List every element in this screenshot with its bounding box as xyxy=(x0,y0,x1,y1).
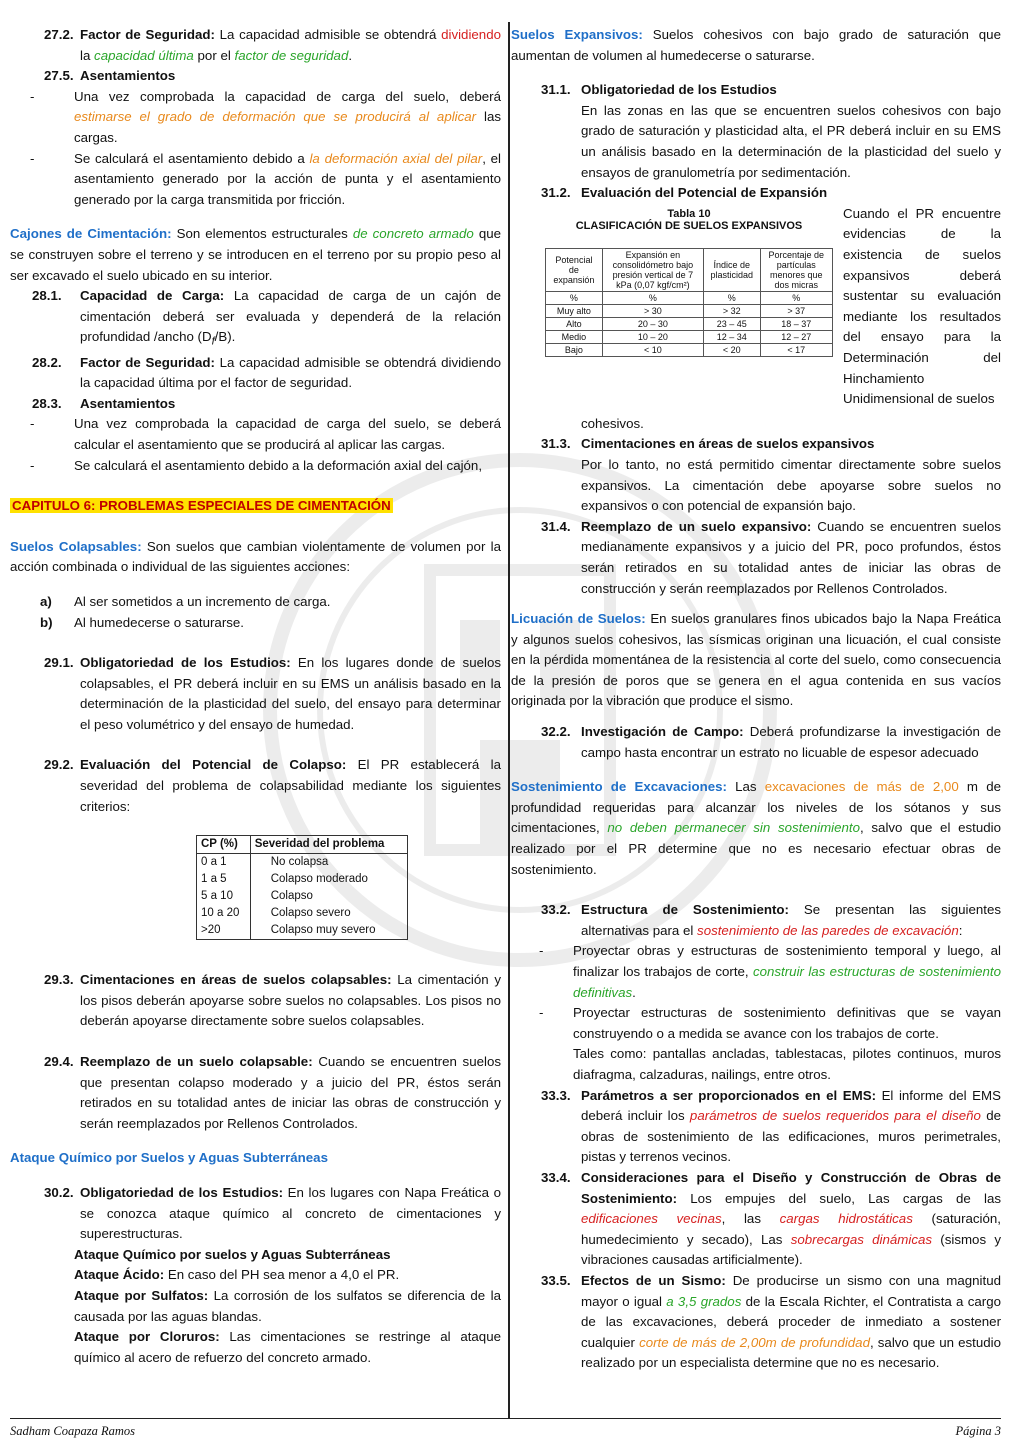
expansion-block xyxy=(511,204,1001,414)
bold-label: Ataque Ácido: xyxy=(74,1267,165,1283)
table-header: Expansión en consolidómetro bajo presión vertical de 7 kPa (0,07 kgf/cm²) xyxy=(602,248,703,291)
orange-text: estimarse el grado de deformación que se producirá al aplicar xyxy=(74,109,477,125)
text: Deberá profundizarse la investigación de campo hasta encontrar un estrato no licuable de espesor adecuado xyxy=(581,724,1002,760)
section-number: 33.5. xyxy=(541,1272,571,1288)
table-cell: 12 – 34 xyxy=(703,330,760,343)
table-cell: > 30 xyxy=(602,304,703,317)
text: La corrosión de los sulfatos se diferencia de la causada por las aguas blandas. xyxy=(74,1287,501,1324)
text: Los empujes del suelo, Las cargas de las xyxy=(677,1190,1001,1206)
section-title: Asentamientos xyxy=(80,68,176,84)
list-marker: b) xyxy=(40,614,53,630)
heading-ataque: Ataque Químico por Suelos y Aguas Subterráneas xyxy=(10,1150,328,1166)
ataque-sulfatos xyxy=(74,1286,501,1327)
table-unit: % xyxy=(703,291,760,304)
list-marker: a) xyxy=(40,593,52,609)
section-title: Consideraciones para el Diseño y Construcción de Obras de Sostenimiento: xyxy=(581,1169,1001,1206)
text: De producirse un sismo con una magnitud mayor o igual xyxy=(581,1272,1001,1309)
ataque-subitems xyxy=(10,1245,501,1369)
section-title: Cimentaciones en áreas de suelos expansivos xyxy=(581,436,875,452)
table-cell: Alto xyxy=(546,317,603,330)
expansivos-paragraph xyxy=(511,25,1001,66)
section-number: 28.1. xyxy=(32,288,62,304)
section-number: 27.2. xyxy=(44,27,74,42)
section-number: 31.2. xyxy=(541,185,571,201)
dash-bullet: - xyxy=(30,457,35,473)
table-row xyxy=(197,871,408,888)
column-divider xyxy=(508,22,510,1418)
colapso-table xyxy=(196,835,408,940)
table-cell: 20 – 30 xyxy=(602,317,703,330)
orange-text: la deformación axial del pilar xyxy=(309,150,483,166)
severity-cell: Colapso xyxy=(270,890,313,903)
colapso-table-wrapper xyxy=(196,835,501,940)
text: (saturación, humedecimiento y secado), Las xyxy=(581,1211,1001,1247)
table-cell: Medio xyxy=(546,330,603,343)
section-number: 31.4. xyxy=(541,518,571,534)
section-33-4 xyxy=(511,1168,1001,1271)
left-column xyxy=(10,25,501,1368)
red-text: dividiendo xyxy=(441,27,501,42)
section-33-3 xyxy=(511,1086,1001,1168)
section-31-1 xyxy=(511,80,1001,101)
dash-bullet: - xyxy=(539,943,544,959)
text: (sismos y vibraciones causadas artificialmente). xyxy=(581,1231,1002,1268)
text: Proyectar estructuras de sostenimiento definitivas que se vayan construyendo o a medida se avance con los trabajos de corte. xyxy=(573,1005,1001,1041)
section-29-1 xyxy=(10,653,501,735)
section-title: Evaluación del Potencial de Expansión xyxy=(581,185,828,201)
ataque-acido xyxy=(74,1265,501,1286)
text: , salvo que el estudio realizado por el PR determine que no es necesario efectuar obras de sostenimiento. xyxy=(511,820,1001,877)
table-cell: 23 – 45 xyxy=(703,317,760,330)
section-number: 30.2. xyxy=(44,1185,74,1200)
text: que se construyen sobre el terreno y se introducen en el terreno por su propio peso al ser excavado el suelo ubicado en su interior. xyxy=(10,226,502,283)
green-text: factor de seguridad xyxy=(234,47,349,63)
section-number: 29.3. xyxy=(44,972,74,988)
table-row xyxy=(546,343,833,356)
section-number: 32.2. xyxy=(541,724,571,740)
dash-bullet: - xyxy=(30,150,35,166)
table-cell: 18 – 37 xyxy=(760,317,832,330)
green-text: de concreto armado xyxy=(352,226,474,242)
table-row xyxy=(197,922,408,940)
section-title: Evaluación del Potencial de Colapso: xyxy=(80,757,347,773)
text: En las zonas en las que se encuentren suelos cohesivos con bajo grado de saturación y plasticidad alta, el PR deberá incluir en su EMS un análisis basado en la determinación de la plasticidad del suelo y ensayos de granulometría por sedimentación. xyxy=(581,102,1001,180)
text: Al ser sometidos a un incremento de carga. xyxy=(74,593,331,609)
text: El PR establecerá la severidad del problema de colapsabilidad mediante los siguientes criterios: xyxy=(80,757,501,814)
text: Cuando se encuentren suelos medianamente expansivos y a juicio del PR, poco profundos, éstos serán retirados en su totalidad antes de iniciar las obras de construcción y serán reemplazados por Rellenos Controlados. xyxy=(581,518,1001,596)
section-title: Obligatoriedad de los Estudios: xyxy=(80,1185,284,1200)
section-title: Cimentaciones en áreas de suelos colapsables: xyxy=(80,972,392,988)
tabla-10 xyxy=(545,208,833,357)
text: Son suelos que cambian violentamente de volumen por la acción combinada o individual de las siguientes acciones: xyxy=(10,538,501,575)
text: Cuando se encuentren suelos que presentan colapso moderado y a juicio del PR, éstos serán retirados en su totalidad antes de iniciar las obras de construcción y serán reemplazados por Rellenos Controlados. xyxy=(80,1054,501,1131)
list-item-a xyxy=(10,592,501,613)
section-27-2 xyxy=(10,25,501,66)
section-title: Obligatoriedad de los Estudios: xyxy=(80,655,291,671)
section-31-1-text xyxy=(511,101,1001,183)
text: Tales como: pantallas ancladas, tablestacas, pilotes continuos, muros diafragma, calzaduras, nailings, entre otros. xyxy=(573,1046,1001,1082)
licuacion-paragraph xyxy=(511,609,1001,712)
table-cell: > 37 xyxy=(760,304,832,317)
text: La capacidad admisible se obtendrá dividiendo la capacidad última por el factor de seguridad. xyxy=(80,354,501,391)
section-number: 29.1. xyxy=(44,655,74,671)
red-text: parámetros de suelos requeridos para el diseño xyxy=(689,1108,981,1124)
text: Al humedecerse o saturarse. xyxy=(74,614,244,630)
text: /B). xyxy=(214,329,236,345)
text: , el asentamiento generado por la acción de punta y el asentamiento generado por la carga transmitida por fricción. xyxy=(74,150,501,207)
table-cell: < 10 xyxy=(602,343,703,356)
section-27-5 xyxy=(10,66,501,87)
green-text: construir las estructuras de sostenimiento definitivas xyxy=(573,964,1001,1000)
table-subtitle: CLASIFICACIÓN DE SUELOS EXPANSIVOS xyxy=(575,219,803,232)
heading-expansivos: Suelos Expansivos: xyxy=(511,27,643,42)
table-row xyxy=(197,905,408,922)
table-unit: % xyxy=(546,291,603,304)
table-header: Porcentaje de partículas menores que dos micras xyxy=(760,248,832,291)
table-cell: < 17 xyxy=(760,343,832,356)
section-28-1 xyxy=(10,286,501,352)
section-33-5 xyxy=(511,1271,1001,1374)
text: Se calculará el asentamiento debido a la deformación axial del cajón, xyxy=(74,457,483,473)
text: La capacidad admisible se obtendrá xyxy=(214,27,442,42)
chapter-title: CAPITULO 6: PROBLEMAS ESPECIALES DE CIMENTACIÓN xyxy=(12,498,391,514)
section-title: Parámetros a ser proporcionados en el EMS: xyxy=(581,1087,876,1103)
section-title: Efectos de un Sismo: xyxy=(581,1272,726,1288)
table-row xyxy=(546,304,833,317)
table-row xyxy=(197,854,408,872)
section-28-2 xyxy=(10,353,501,394)
dash-bullet: - xyxy=(30,416,35,432)
section-29-4 xyxy=(10,1052,501,1134)
section-31-2-text xyxy=(843,204,1001,410)
green-text: no deben permanecer sin sostenimiento xyxy=(607,820,860,836)
text: Cuando el PR encuentre evidencias de la existencia de suelos expansivos deberá sustentar su evaluación mediante los resultados del ensayo para la Determinación del Hinchamiento Unidimensional de suelos xyxy=(843,205,1001,407)
section-title: Factor de Seguridad: xyxy=(80,27,215,42)
section-title: Obligatoriedad de los Estudios xyxy=(581,82,777,98)
cp-cell: 10 a 20 xyxy=(197,905,251,922)
subscript: f xyxy=(211,335,215,348)
bold-label: Ataque por Sulfatos: xyxy=(74,1287,209,1303)
cp-cell: 1 a 5 xyxy=(197,871,251,888)
heading-sostenimiento: Sostenimiento de Excavaciones: xyxy=(511,779,727,795)
dash-bullet: - xyxy=(539,1005,544,1021)
section-31-2-end xyxy=(511,414,1001,435)
text: la xyxy=(80,47,95,63)
dash-bullet: - xyxy=(30,88,35,104)
section-title: Reemplazo de un suelo colapsable: xyxy=(80,1054,313,1070)
bullet-item xyxy=(10,414,501,455)
right-column xyxy=(511,25,1001,1374)
text: Por lo tanto, no está permitido cimentar directamente sobre suelos expansivos. La cimentación debe apoyarse sobre suelos no expansivos o con potencial de expansión bajo. xyxy=(581,456,1001,514)
severity-cell: Colapso muy severo xyxy=(270,924,376,937)
text: . xyxy=(348,47,353,63)
text: por el xyxy=(193,47,235,63)
table-cell: < 20 xyxy=(703,343,760,356)
bullet-item xyxy=(10,87,501,149)
section-title: Estructura de Sostenimiento: xyxy=(581,902,789,918)
section-33-2 xyxy=(511,900,1001,941)
expansion-table xyxy=(545,248,833,357)
table-cell: Bajo xyxy=(546,343,603,356)
table-unit: % xyxy=(760,291,832,304)
cp-cell: 0 a 1 xyxy=(197,854,251,872)
text: Se presentan las siguientes alternativas para el xyxy=(581,902,1001,938)
section-number: 33.2. xyxy=(541,902,571,918)
text: : xyxy=(958,922,963,938)
footer-page-number: Página 3 xyxy=(955,1424,1001,1438)
bold-label: Ataque Químico por suelos y Aguas Subterráneas xyxy=(74,1246,391,1262)
text: Suelos cohesivos con bajo grado de saturación que aumentan de volumen al humedecerse o saturarse. xyxy=(511,27,1001,63)
chapter-heading xyxy=(10,496,501,517)
bullet-item xyxy=(10,149,501,211)
tales-como xyxy=(511,1044,1001,1085)
table-cell: 12 – 27 xyxy=(760,330,832,343)
text: Proyectar obras y estructuras de sostenimiento temporal y luego, al finalizar los trabajos de corte, xyxy=(573,943,1001,979)
sostenimiento-paragraph xyxy=(511,777,1001,880)
page-footer xyxy=(10,1418,1001,1442)
section-31-3 xyxy=(511,434,1001,455)
section-31-2 xyxy=(511,183,1001,204)
section-title: Investigación de Campo: xyxy=(581,724,744,740)
section-number: 27.5. xyxy=(44,68,74,84)
table-unit: % xyxy=(602,291,703,304)
bullet-item xyxy=(511,1003,1001,1044)
text: de la Escala Richter, el Contratista a cargo de las excavaciones, deberá proceder de inmediato a sostener cualquier xyxy=(581,1293,1001,1350)
colapsables-paragraph xyxy=(10,537,501,578)
text: m de profundidad requeridas para alcanzar los niveles de los sótanos y sus cimentaciones, xyxy=(511,779,1001,836)
orange-text: excavaciones de más de 2,00 xyxy=(764,779,959,795)
text: , salvo que un estudio realizado por un especialista determine que no es necesario. xyxy=(581,1334,1001,1371)
bullet-item xyxy=(511,941,1001,1003)
heading-colapsables: Suelos Colapsables: xyxy=(10,538,142,554)
heading-licuacion: Licuación de Suelos: xyxy=(511,611,646,627)
text: En los lugares con Napa Freática o se conozca ataque químico al concreto de cimentaciones y superestructuras. xyxy=(80,1185,501,1242)
text: Son elementos estructurales xyxy=(171,226,353,242)
green-text: a 3,5 grados xyxy=(666,1293,742,1309)
section-number: 29.2. xyxy=(44,757,74,773)
table-row xyxy=(546,330,833,343)
orange-text: corte de más de 2,00m de profundidad xyxy=(639,1334,870,1350)
table-header: Potencial de expansión xyxy=(546,248,603,291)
text: Las xyxy=(726,779,765,795)
section-number: 31.1. xyxy=(541,82,571,98)
cp-cell: >20 xyxy=(197,922,251,940)
text: La cimentación y los pisos deberán apoyarse sobre suelos no colapsables. Los pisos no deberán apoyarse directamente sobre suelos colapsables. xyxy=(80,972,501,1029)
cp-cell: 5 a 10 xyxy=(197,888,251,905)
severity-cell: No colapsa xyxy=(270,856,329,869)
heading-cajones: Cajones de Cimentación: xyxy=(10,226,172,242)
section-number: 29.4. xyxy=(44,1054,74,1070)
text: de obras de sostenimiento de las edificaciones, muros perimetrales, pistas y terrenos vecinos. xyxy=(581,1108,1001,1165)
table-row xyxy=(546,317,833,330)
text: Las cimentaciones se restringe al ataque químico al acero de refuerzo del concreto armado. xyxy=(74,1329,501,1365)
section-title: Factor de Seguridad: xyxy=(80,354,215,370)
section-number: 33.3. xyxy=(541,1087,571,1103)
section-number: 28.3. xyxy=(32,395,62,411)
text: En los lugares donde de suelos colapsables, el PR deberá incluir en su EMS un análisis basado en la determinación de la plasticidad del suelo, del ensayo para determinar el peso volumétrico y del ensayo de humedad. xyxy=(80,655,501,732)
red-text: sobrecargas dinámicas xyxy=(790,1231,933,1247)
table-header: Índice de plasticidad xyxy=(703,248,760,291)
ataque-heading xyxy=(10,1148,501,1169)
section-number: 31.3. xyxy=(541,436,571,452)
section-28-3 xyxy=(10,394,501,415)
section-31-4 xyxy=(511,517,1001,599)
text: En caso del PH sea menor a 4,0 el PR. xyxy=(164,1267,400,1283)
severity-cell: Colapso moderado xyxy=(270,873,368,886)
table-cell: 10 – 20 xyxy=(602,330,703,343)
table-title: Tabla 10 xyxy=(667,207,711,220)
text: las cargas. xyxy=(74,109,501,145)
text: La capacidad de carga de un cajón de cimentación deberá ser evaluada y dependerá de la relación profundidad /ancho (D xyxy=(80,288,501,345)
ataque-quimico xyxy=(74,1245,501,1266)
table-cell: Muy alto xyxy=(546,304,603,317)
section-30-2 xyxy=(10,1183,501,1245)
section-title: Asentamientos xyxy=(80,395,176,411)
red-text: sostenimiento de las paredes de excavación xyxy=(697,922,959,938)
text: Se calculará el asentamiento debido a xyxy=(74,150,310,166)
table-header: CP (%) xyxy=(197,836,251,854)
table-header: Severidad del problema xyxy=(250,836,407,854)
text: Una vez comprobada la capacidad de carga del suelo, se deberá calcular el asentamiento que se producirá al aplicar las cargas. xyxy=(74,416,501,452)
bullet-item xyxy=(10,456,501,477)
green-text: capacidad última xyxy=(94,47,194,63)
section-32-2 xyxy=(511,722,1001,763)
bold-label: Ataque por Cloruros: xyxy=(74,1329,220,1345)
section-31-3-text xyxy=(511,455,1001,517)
ataque-cloruros xyxy=(74,1327,501,1368)
text: En suelos granulares finos ubicados bajo la Napa Freática y algunos suelos cohesivos, las sísmicas originan una licuación, el cual consiste en la pérdida momentánea de la resistencia al corte del suelo, como consecuencia de la presión de poros que se genera en el agua contenida en sus vacíos originada por la vibración que produce el sismo. xyxy=(511,611,1002,709)
text: El informe del EMS deberá incluir los xyxy=(581,1087,1001,1124)
section-title: Reemplazo de un suelo expansivo: xyxy=(581,518,812,534)
text: . xyxy=(632,984,636,1000)
section-29-3 xyxy=(10,970,501,1032)
text: Una vez comprobada la capacidad de carga del suelo, deberá xyxy=(74,88,501,104)
severity-cell: Colapso severo xyxy=(270,907,351,920)
section-title: Capacidad de Carga: xyxy=(80,288,225,304)
section-number: 28.2. xyxy=(32,354,62,370)
section-29-2 xyxy=(10,755,501,817)
section-number: 33.4. xyxy=(541,1169,571,1185)
list-item-b xyxy=(10,613,501,634)
footer-author: Sadham Coapaza Ramos xyxy=(10,1424,136,1438)
text: cohesivos. xyxy=(581,415,644,431)
red-text: cargas hidrostáticas xyxy=(779,1211,913,1227)
cajones-paragraph xyxy=(10,224,501,286)
red-text: edificaciones vecinas xyxy=(581,1211,722,1227)
table-row xyxy=(197,888,408,905)
text: , las xyxy=(721,1211,780,1227)
table-cell: > 32 xyxy=(703,304,760,317)
